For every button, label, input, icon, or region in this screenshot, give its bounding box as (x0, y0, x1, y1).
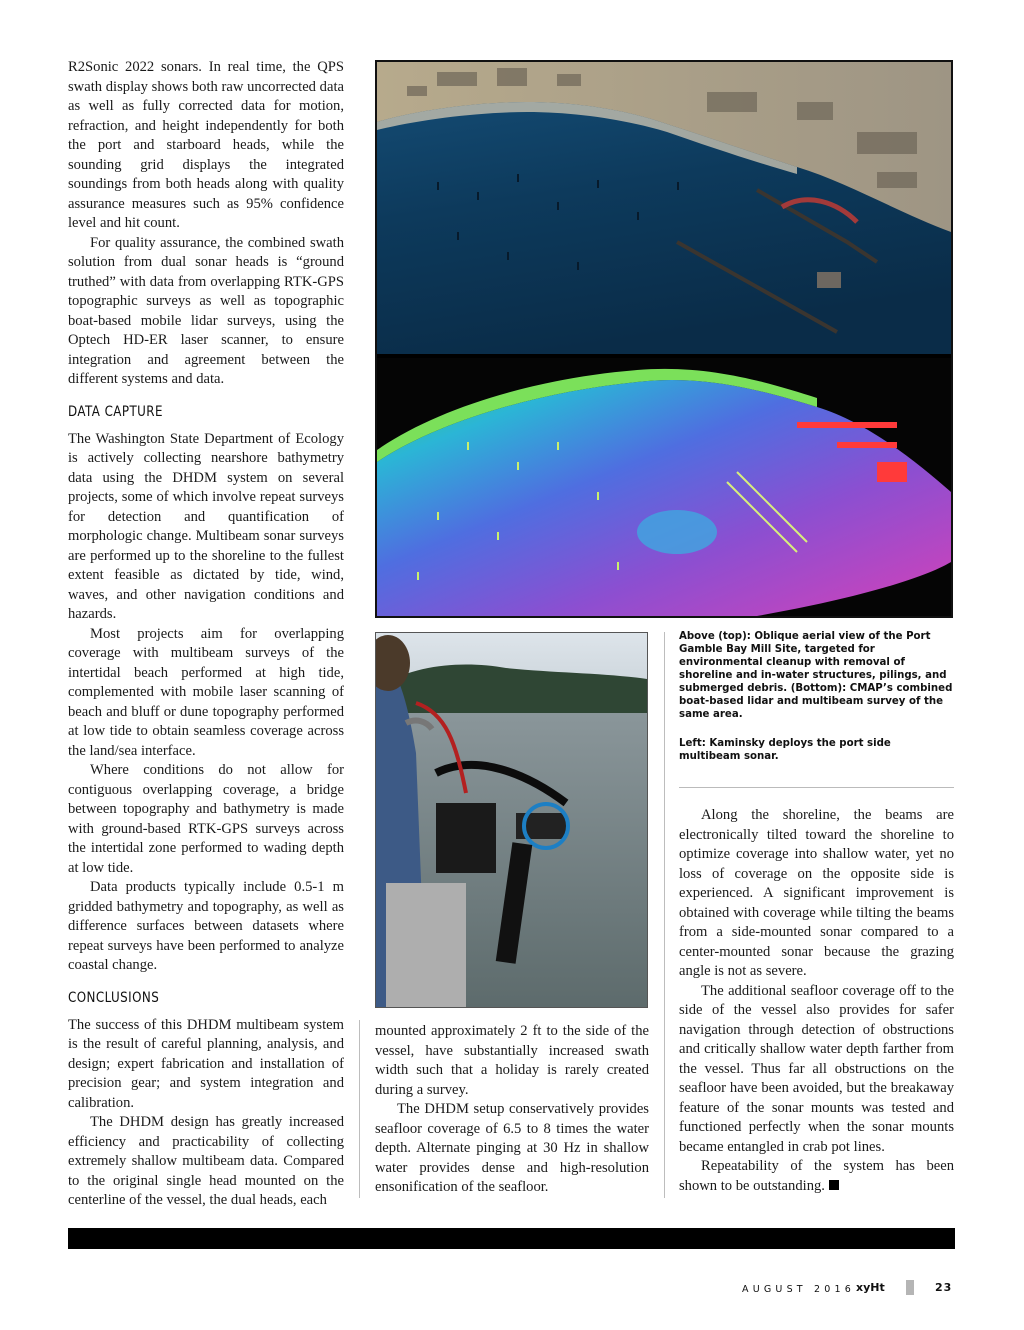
body-paragraph: R2Sonic 2022 sonars. In real time, the QPS swath display shows both raw uncorrected data as well as fully corrected data for motion, refraction, and height independently for both the port and starboard heads, while the sounding grid displays the integrated soundings from both heads along with quality assurance measures such as 95% confidence level and hit count. (68, 59, 344, 231)
folio-brand: xyHt (856, 1281, 885, 1294)
figure-sonar-deployment (375, 632, 648, 1008)
heading-data-capture: DATA CAPTURE (68, 403, 163, 420)
closing-sentence: Repeatability of the system has been shown to be outstanding. (679, 1158, 954, 1194)
column-divider (664, 632, 665, 1198)
end-mark-icon (829, 1180, 839, 1190)
folio-issue-date: AUGUST 2016 (742, 1284, 855, 1295)
body-paragraph: The DHDM design has greatly increased efficiency and practicability of collecting extremely shallow multibeam data. Compared to the original single head mounted on the centerline of the vessel, the dual heads, each (68, 1114, 344, 1208)
body-paragraph: The success of this DHDM multibeam system is the result of careful planning, analysis, and design; expert fabrication and installation of precision gear; and system integration and calibration. (68, 1016, 344, 1111)
body-paragraph: Where conditions do not allow for contiguous overlapping coverage, a bridge between topography and bathymetry is made with ground-based RTK-GPS surveys across the intertidal zone performed to wading depth at low tide. (68, 762, 344, 876)
folio-separator (906, 1280, 914, 1295)
column-divider (359, 1020, 360, 1198)
body-paragraph: The Washington State Department of Ecology is actively collecting nearshore bathymetry data using the DHDM system on several projects, some of which involve repeat surveys for detection and quantification of morphologic change. Multibeam sonar surveys are performed up to the shoreline to the fullest extent feasible as dictated by tide, wind, waves, and other navigation conditions and hazards. (68, 430, 344, 622)
caption-top-figure: Above (top): Oblique aerial view of the Port Gamble Bay Mill Site, targeted for environmental cleanup with removal of shoreline and in-water structures, pilings, and submerged debris. (Bottom): CMAP’s combined boat-based lidar and multibeam survey of the same area. (679, 631, 953, 720)
caption-left-photo: Left: Kaminsky deploys the port side multibeam sonar. (679, 738, 891, 762)
aerial-photo-and-point-cloud (377, 62, 951, 616)
body-paragraph: The DHDM setup conservatively provides seafloor coverage of 6.5 to 8 times the water depth. Alternate pinging at 30 Hz in shallow water provides dense and high-resolution ensonification of the seafloor. (375, 1101, 649, 1195)
figure-aerial-and-survey (375, 60, 953, 618)
column-2 (375, 1022, 649, 1198)
body-paragraph: For quality assurance, the combined swath solution from dual sonar heads is “ground truthed” with data from overlapping RTK-GPS topographic surveys as well as topographic boat-based mobile lidar surveys, using the Optech HD-ER laser scanner, to ensure integration and agreement between the different systems and data. (68, 234, 344, 387)
sonar-deployment-photo (376, 633, 647, 1007)
body-paragraph (679, 1157, 954, 1196)
footer-bar (68, 1228, 955, 1249)
page-number: 23 (935, 1281, 953, 1294)
caption-divider (679, 787, 954, 788)
body-paragraph: mounted approximately 2 ft to the side of the vessel, have substantially increased swath width such that a holiday is rarely created during a survey. (375, 1023, 649, 1098)
column-1 (68, 58, 344, 1211)
body-paragraph: Most projects aim for overlapping coverage with multibeam surveys of the intertidal beach performed at high tide, complemented with mobile laser scanning of beach and bluff or dune topography performed at low tide to obtain seamless coverage across the land/sea interface. (68, 625, 344, 759)
body-paragraph: Along the shoreline, the beams are electronically tilted toward the shoreline to optimize coverage into shallow water, yet no loss of coverage on the opposite side is experienced. A significant improvement is obtained with coverage while tilting the beams from a side-mounted sonar compared to a center-mounted sonar because the grazing angle is not as severe. (679, 807, 954, 979)
body-paragraph: Data products typically include 0.5-1 m gridded bathymetry and topography, as well as difference surfaces between datasets where repeat surveys have been performed to analyze coastal change. (68, 879, 344, 973)
body-paragraph: The additional seafloor coverage off to the side of the vessel also provides for safer navigation through detection of obstructions and critically shallow water depth farther from the vessel. Thus far all obstructions on the seafloor have been avoided, but the breakaway feature of the sonar mounts was tested and functioned perfectly when the sonar mounts became entangled in crab pot lines. (679, 982, 954, 1155)
column-3 (679, 806, 954, 1196)
heading-conclusions: CONCLUSIONS (68, 989, 160, 1006)
